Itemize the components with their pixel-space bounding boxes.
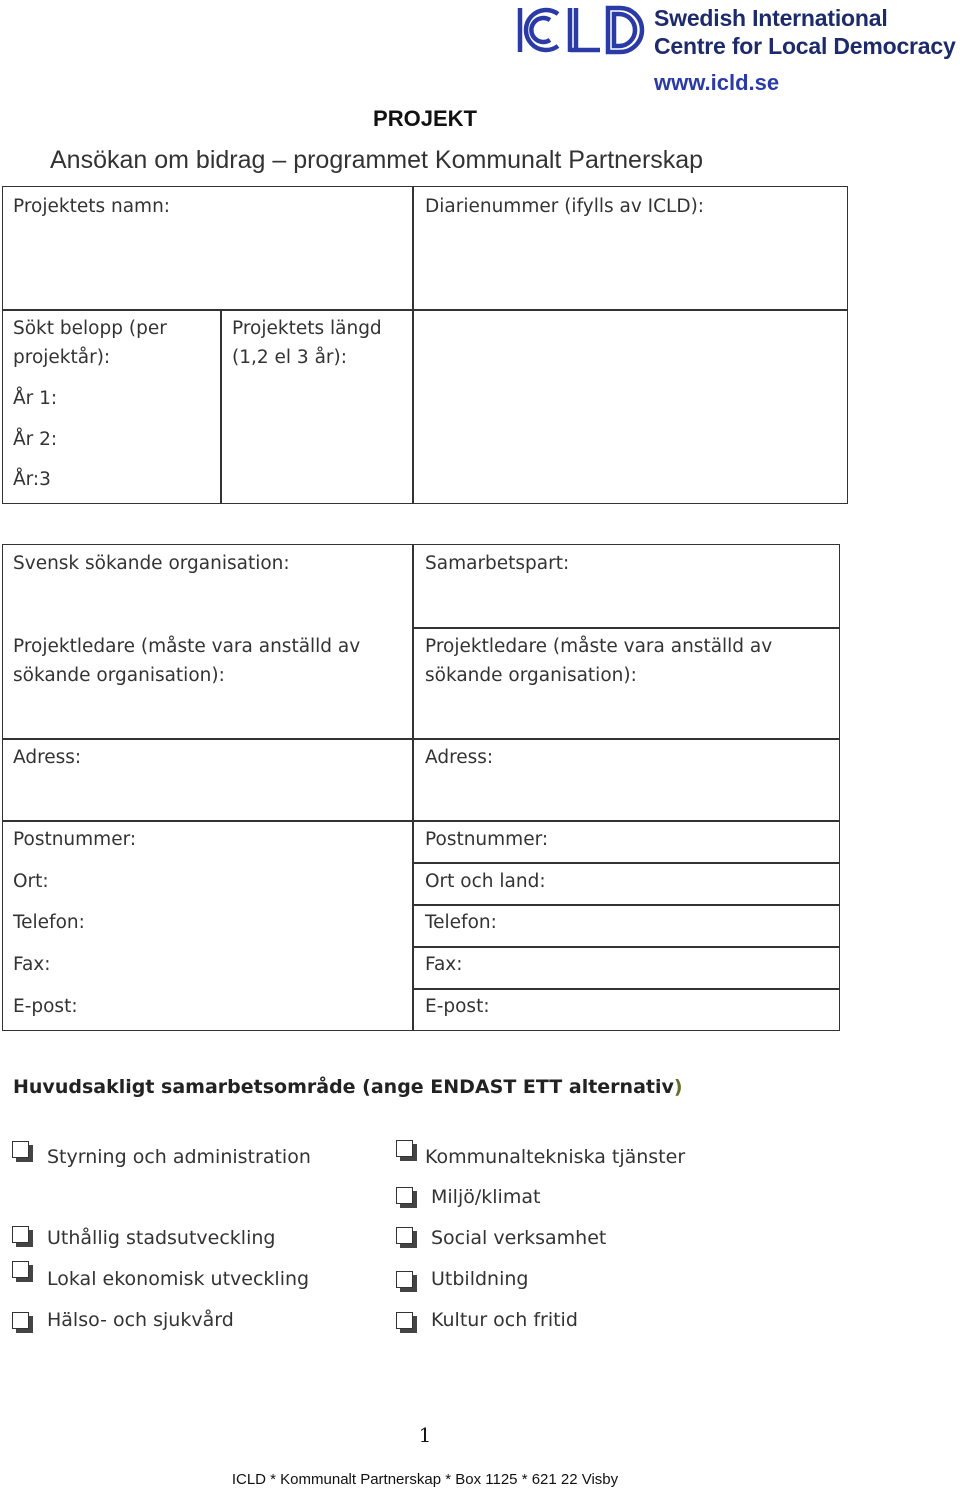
icld-logo-mark-icon [516, 4, 646, 56]
left-city-label: Ort: [13, 871, 49, 892]
right-leader-line2: sökande organisation): [425, 665, 637, 686]
table2-right-row-divider [412, 627, 840, 629]
organisation-table [2, 544, 840, 1031]
table2-row-divider [412, 862, 840, 864]
left-fax-label: Fax: [13, 954, 51, 975]
right-email-label: E-post: [425, 996, 490, 1017]
checkbox-icon[interactable] [12, 1141, 38, 1167]
logo-name-line2: Centre for Local Democracy [654, 33, 956, 59]
length-label-line1: Projektets längd [232, 318, 382, 339]
swedish-org-label: Svensk sökande organisation: [13, 553, 290, 574]
cooperation-area-heading [13, 1076, 683, 1098]
year2-label: År 2: [13, 429, 58, 450]
checkbox-icon[interactable] [12, 1226, 38, 1252]
left-phone-label: Telefon: [13, 912, 85, 933]
checkbox-icon[interactable] [396, 1227, 422, 1253]
checkbox-icon[interactable] [396, 1140, 422, 1166]
option-urban-development: Uthållig stadsutveckling [47, 1227, 276, 1249]
right-postal-label: Postnummer: [425, 829, 549, 850]
table2-row-divider [412, 988, 840, 990]
table1-col-divider [220, 309, 222, 504]
page-subtitle: Ansökan om bidrag – programmet Kommunalt Partnerskap [50, 146, 704, 174]
checkbox-icon[interactable] [12, 1312, 38, 1338]
checkbox-icon[interactable] [396, 1187, 422, 1213]
left-project-leader-field[interactable] [13, 632, 360, 690]
table2-divider [412, 544, 414, 1031]
year1-label: År 1: [13, 388, 58, 409]
left-email-label: E-post: [13, 996, 78, 1017]
table1-row-divider [2, 309, 848, 311]
checkbox-icon[interactable] [396, 1312, 422, 1338]
option-culture: Kultur och fritid [431, 1309, 578, 1331]
left-address-label: Adress: [13, 747, 82, 768]
year3-label: År:3 [13, 469, 51, 490]
right-fax-label: Fax: [425, 954, 463, 975]
footer-address: ICLD * Kommunalt Partnerskap * Box 1125 * 621 22 Visby [231, 1471, 619, 1488]
option-healthcare: Hälso- och sjukvård [47, 1309, 234, 1331]
cooperation-heading-paren: ) [673, 1076, 683, 1098]
table1-divider [412, 186, 414, 504]
table2-row-divider [412, 946, 840, 948]
option-social-services: Social verksamhet [431, 1227, 607, 1249]
left-leader-line1: Projektledare (måste vara anställd av [13, 636, 361, 657]
cooperation-heading-text: Huvudsakligt samarbetsområde (ange ENDAST ETT alternativ [13, 1076, 674, 1098]
option-education: Utbildning [431, 1268, 529, 1290]
amount-field[interactable] [13, 314, 167, 372]
partner-label: Samarbetspart: [425, 553, 570, 574]
logo-name-line1: Swedish International [654, 5, 888, 31]
project-name-label: Projektets namn: [13, 196, 171, 217]
table2-row-divider [2, 820, 840, 822]
right-address-label: Adress: [425, 747, 494, 768]
table2-row-divider [2, 738, 840, 740]
right-city-label: Ort och land: [425, 871, 546, 892]
option-economic-development: Lokal ekonomisk utveckling [47, 1268, 310, 1290]
checkbox-icon[interactable] [396, 1271, 422, 1297]
right-leader-line1: Projektledare (måste vara anställd av [425, 636, 773, 657]
option-environment: Miljö/klimat [431, 1186, 541, 1208]
right-phone-label: Telefon: [425, 912, 497, 933]
option-municipal-services: Kommunaltekniska tjänster [425, 1146, 686, 1168]
length-label-line2: (1,2 el 3 år): [232, 347, 347, 368]
amount-label-line1: Sökt belopp (per [13, 318, 167, 339]
diary-number-label: Diarienummer (ifylls av ICLD): [425, 196, 705, 217]
option-governance: Styrning och administration [47, 1146, 311, 1168]
logo-url[interactable]: www.icld.se [654, 70, 780, 95]
right-project-leader-field[interactable] [425, 632, 772, 690]
table2-row-divider [412, 904, 840, 906]
page-title: PROJEKT [373, 106, 477, 131]
left-postal-label: Postnummer: [13, 829, 137, 850]
checkbox-icon[interactable] [12, 1261, 38, 1287]
icld-logo [516, 4, 960, 96]
page-number: 1 [418, 1423, 432, 1447]
project-length-field[interactable] [232, 314, 382, 372]
left-leader-line2: sökande organisation): [13, 665, 225, 686]
amount-label-line2: projektår): [13, 347, 111, 368]
